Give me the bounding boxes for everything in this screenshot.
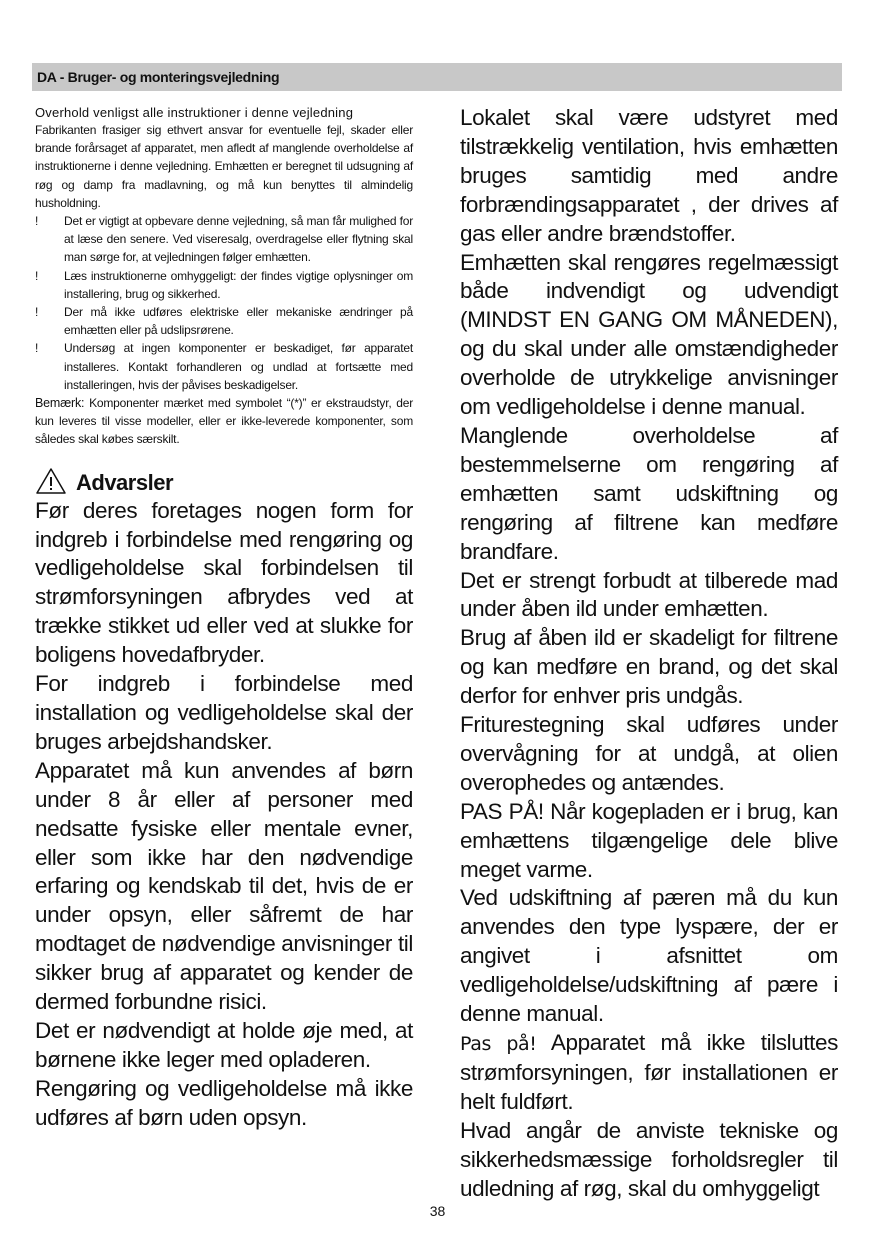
warnings-heading [35,467,413,497]
list-item [35,212,413,267]
right-column [460,104,838,1203]
exclamation-icon: ! [35,214,39,229]
intro-title: Overhold venligst alle instruktioner i denne vejledning [35,105,354,120]
warnings-title: Advarsler [76,469,174,495]
paragraph: Før deres foretages nogen form for indgreb i forbindelse med rengøring og vedligeholdelse skal forbindelsen til strømforsyningen afbrydes ved at trække stikket ud eller ved at slukke for boligens hovedafbryder. [35,497,413,668]
paragraph: Det er nødvendigt at holde øje med, at børnene ikke leger med opladeren. [35,1017,413,1072]
pas-paa-label: Pas på! [460,1033,537,1055]
exclamation-icon: ! [35,268,39,283]
page-number: 38 [429,1203,446,1219]
intro-body: Fabrikanten frasiger sig ethvert ansvar for eventuelle fejl, skader eller brande forårsaget af apparatet, men afledt af manglende overholdelse af instruktionerne i denne vejledning. Emhætten er beregnet til udsugning af røg og damp fra madlavning, og må kun benyttes til almindelig husholdning. [35,123,413,210]
paragraph: Ved udskiftning af pæren må du kun anvendes den type lyspære, der er angivet i afsnittet om vedligeholdelse/udskiftning af pære i denne manual. [460,885,838,1027]
list-item [35,339,413,394]
paragraph: Rengøring og vedligeholdelse må ikke udføres af børn uden opsyn. [35,1075,413,1130]
paragraph: For indgreb i forbindelse med installation og vedligeholdelse skal der bruges arbejdshandsker. [35,671,413,754]
list-item [35,267,413,303]
section-header-title: DA - Bruger- og monteringsvejledning [37,69,280,85]
paragraph: Friturestegning skal udføres under overvågning for at undgå, at olien overophedes og antændes. [460,712,838,795]
note [35,394,413,449]
paragraph: Apparatet må kun anvendes af børn under 8 år eller af personer med nedsatte fysiske eller mentale evner, eller som ikke har den nødvendige erfaring og kendskab til det, hvis de er under opsyn, eller såfremt de har modtaget de nødvendige anvisninger til sikker brug af apparatet og kender de dermed forbundne risici. [35,757,413,1015]
list-item [35,303,413,339]
section-header [32,63,842,91]
list-item-text: Der må ikke udføres elektriske eller mekaniske ændringer på emhætten eller på udslipsrørene. [64,305,413,338]
pas-paa-text: Apparatet må ikke tilsluttes strømforsyningen, før installationen er helt fuldført. [460,1030,838,1114]
paragraph: Hvad angår de anviste tekniske og sikkerhedsmæssige forholdsregler til udledning af røg, skal du omhyggeligt [460,1117,838,1201]
list-item-text: Læs instruktionerne omhyggeligt: der findes vigtige oplysninger om installering, brug og sikkerhed. [64,268,413,301]
exclamation-icon: ! [35,341,39,356]
pas-paa-paragraph [460,1029,838,1117]
note-label: Bemærk: [35,396,85,411]
left-column [35,104,413,1133]
paragraph: Manglende overholdelse af bestemmelserne om rengøring af emhætten samt udskiftning og rengøring af filtrene kan medføre brandfare. [460,422,838,564]
paragraph: Det er strengt forbudt at tilberede mad under åben ild under emhætten. [460,567,838,622]
paragraph: Emhætten skal rengøres regelmæssigt både indvendigt og udvendigt (MINDST EN GANG OM MÅNEDEN), og du skal under alle omstændigheder overholde de utrykkelige anvisninger om vedligeholdelse i denne manual. [460,249,838,420]
paragraph: Lokalet skal være udstyret med tilstrækkelig ventilation, hvis emhætten bruges samtidig med andre forbrændingsapparatet , der drives af gas eller andre brændstoffer. [460,105,838,246]
warning-triangle-icon [35,467,67,495]
note-text: Komponenter mærket med symbolet “(*)” er ekstraudstyr, der kun leveres til visse modeller, eller er ikke-leverede komponenter, som således skal købes særskilt. [35,396,413,447]
paragraph: PAS PÅ! Når kogepladen er i brug, kan emhættens tilgængelige dele blive meget varme. [460,798,838,882]
list-item-text: Det er vigtigt at opbevare denne vejledning, så man får mulighed for at læse den senere. Ved viseresalg, overdragelse eller flytning skal man sørge for, at vejledningen følger emhætten. [64,214,413,265]
paragraph: Brug af åben ild er skadeligt for filtrene og kan medføre en brand, og det skal derfor for enhver pris undgås. [460,625,838,709]
list-item-text: Undersøg at ingen komponenter er beskadiget, før apparatet installeres. Kontakt forhandleren og undlad at fortsætte med installeringen, hvis der påvises beskadigelser. [64,341,413,392]
exclamation-icon: ! [35,305,39,320]
